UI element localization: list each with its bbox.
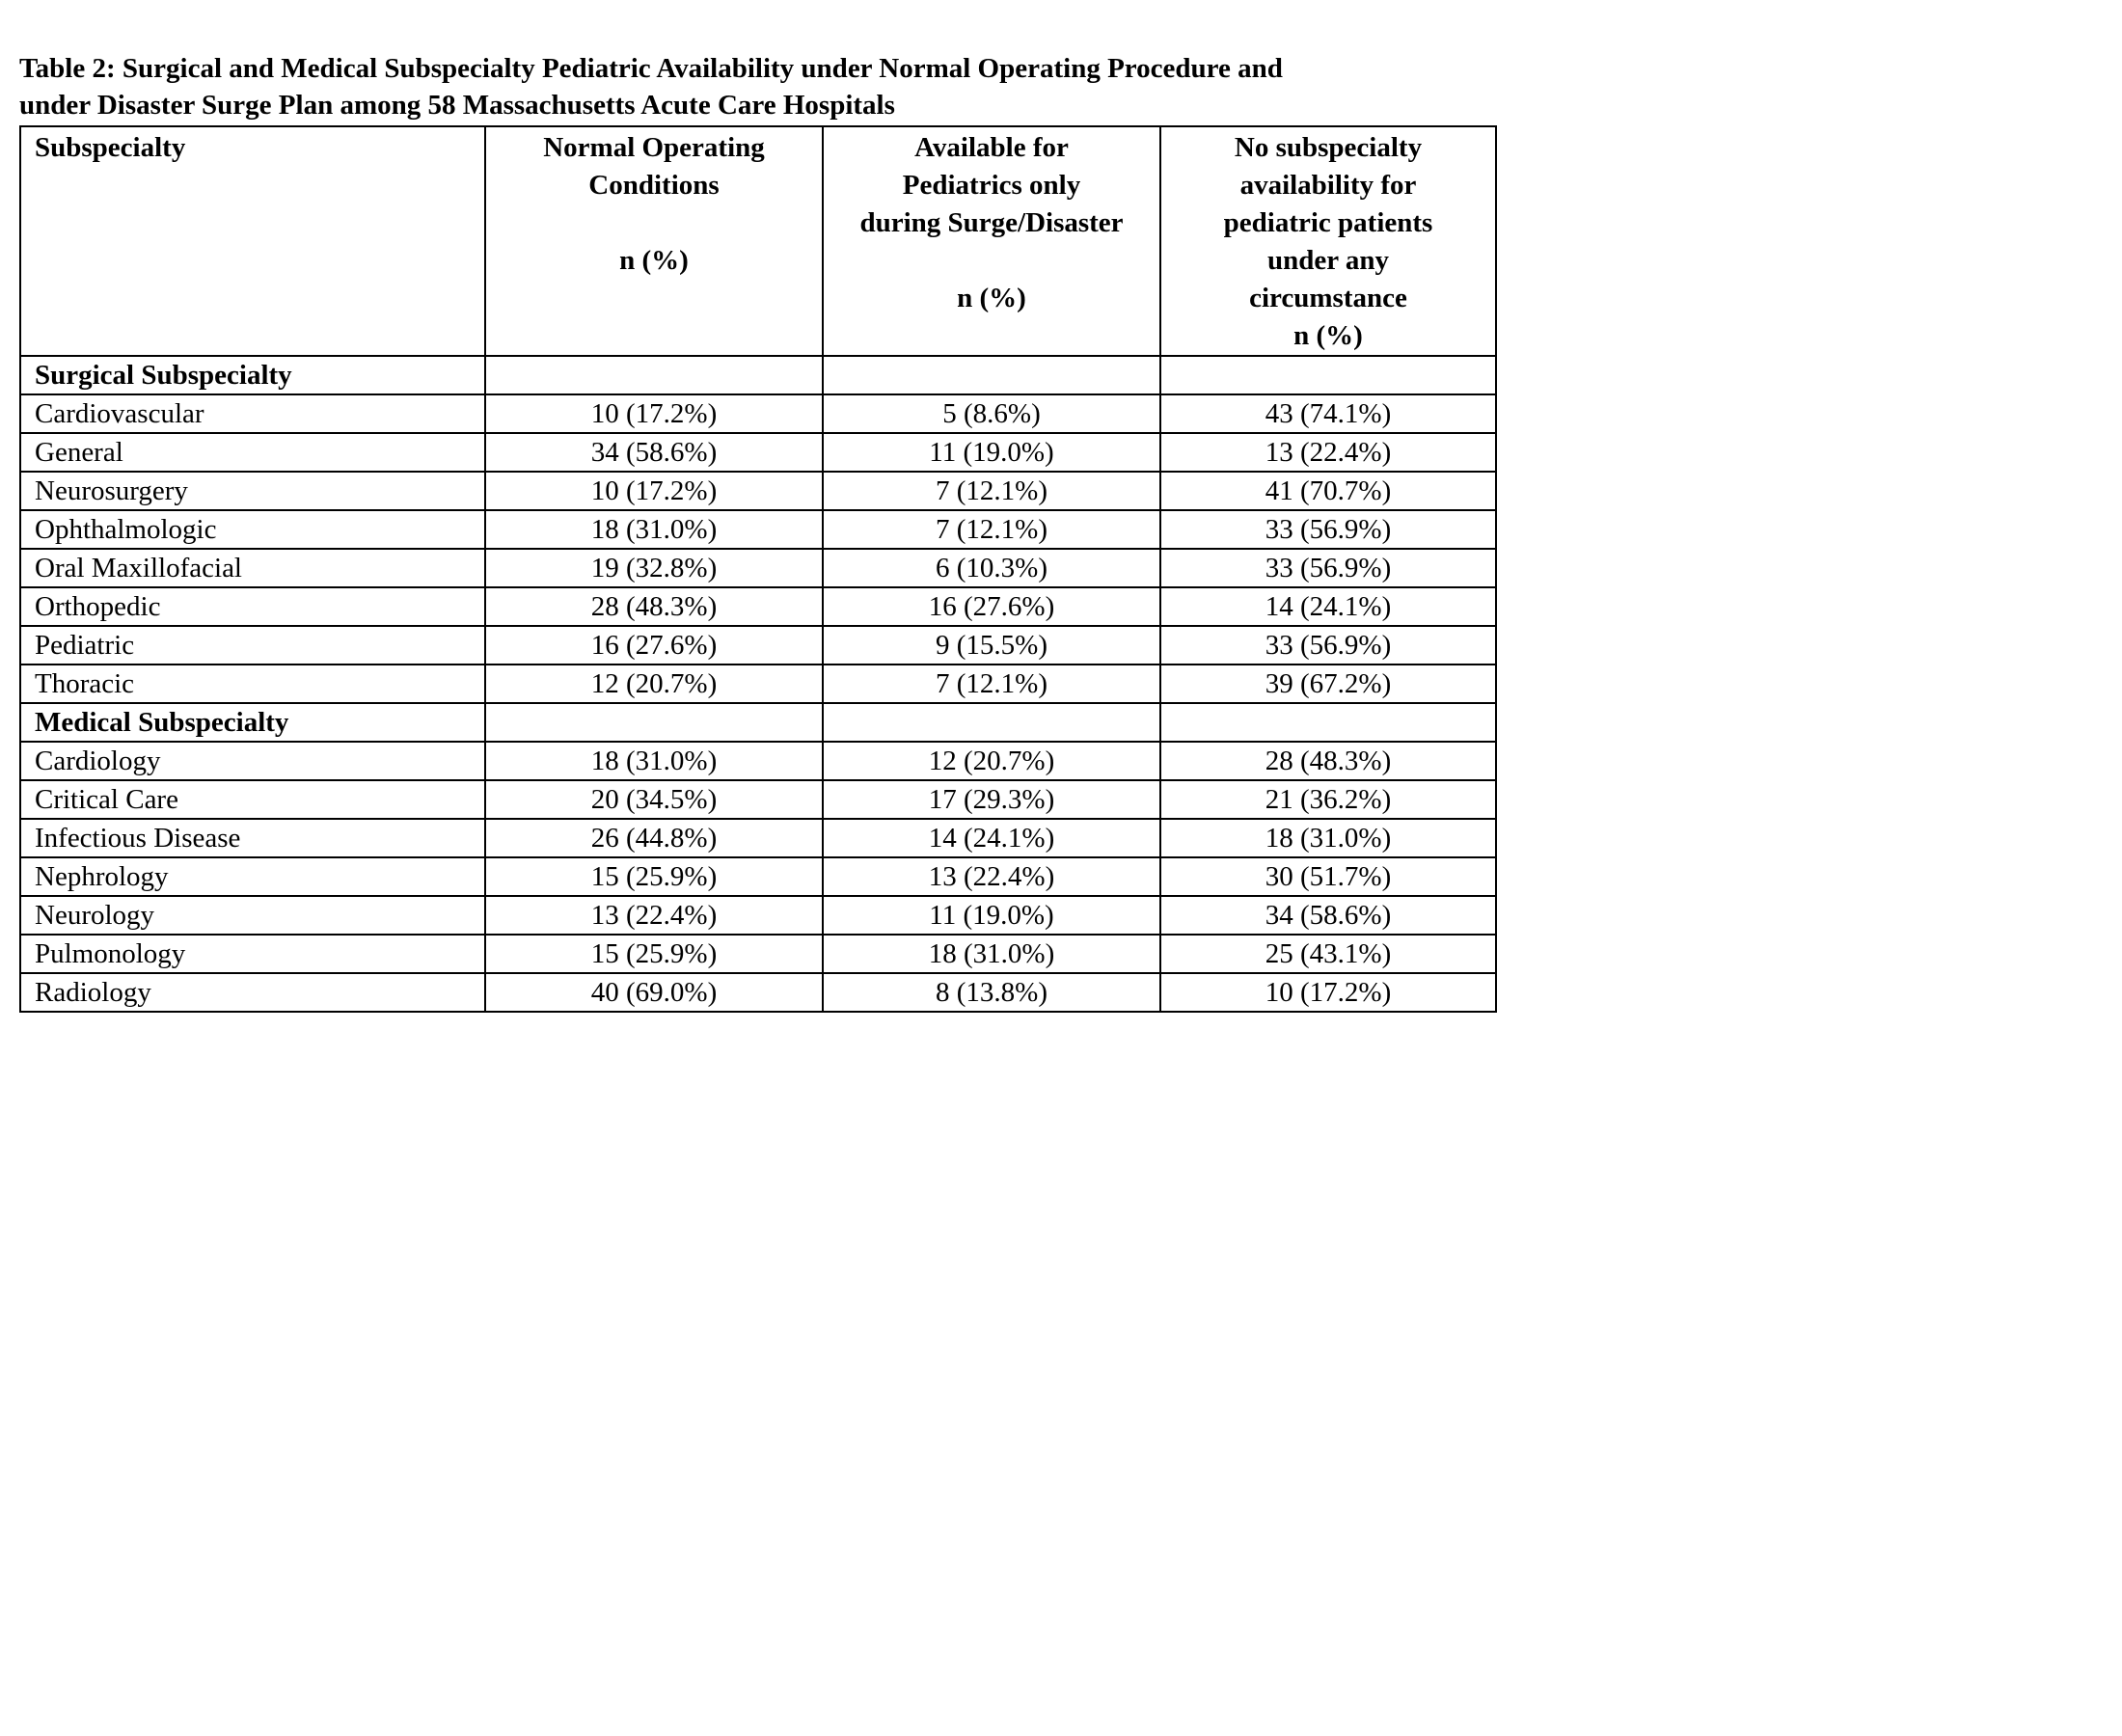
subspecialty-cell: Neurology <box>20 896 485 935</box>
normal-operating-cell: 18 (31.0%) <box>485 510 823 549</box>
subspecialty-cell: Neurosurgery <box>20 472 485 510</box>
surge-only-cell: 5 (8.6%) <box>823 394 1160 433</box>
normal-operating-cell: 19 (32.8%) <box>485 549 823 587</box>
surge-only-cell: 17 (29.3%) <box>823 780 1160 819</box>
table-row <box>20 896 1496 935</box>
empty-cell <box>823 703 1160 742</box>
surge-only-cell: 14 (24.1%) <box>823 819 1160 857</box>
no-availability-cell: 25 (43.1%) <box>1160 935 1496 973</box>
table-row <box>20 394 1496 433</box>
subspecialty-cell: Infectious Disease <box>20 819 485 857</box>
normal-operating-cell: 26 (44.8%) <box>485 819 823 857</box>
no-availability-cell: 33 (56.9%) <box>1160 549 1496 587</box>
subspecialty-cell: Nephrology <box>20 857 485 896</box>
table-row <box>20 819 1496 857</box>
no-availability-cell: 39 (67.2%) <box>1160 665 1496 703</box>
table-row <box>20 433 1496 472</box>
empty-cell <box>1160 356 1496 394</box>
header-subspecialty: Subspecialty <box>20 126 485 356</box>
subspecialty-cell: Critical Care <box>20 780 485 819</box>
surge-only-cell: 7 (12.1%) <box>823 510 1160 549</box>
table-row <box>20 665 1496 703</box>
no-availability-cell: 33 (56.9%) <box>1160 626 1496 665</box>
surge-only-cell: 8 (13.8%) <box>823 973 1160 1012</box>
section-title: Surgical Subspecialty <box>20 356 485 394</box>
empty-cell <box>1160 703 1496 742</box>
surge-only-cell: 6 (10.3%) <box>823 549 1160 587</box>
no-availability-cell: 18 (31.0%) <box>1160 819 1496 857</box>
header-no-availability: No subspecialty availability for pediatric patients under any circumstance n (%) <box>1160 126 1496 356</box>
table-row <box>20 857 1496 896</box>
surge-only-cell: 11 (19.0%) <box>823 896 1160 935</box>
table-row <box>20 973 1496 1012</box>
empty-cell <box>485 356 823 394</box>
section-header-row <box>20 703 1496 742</box>
table-row <box>20 742 1496 780</box>
empty-cell <box>823 356 1160 394</box>
normal-operating-cell: 10 (17.2%) <box>485 394 823 433</box>
normal-operating-cell: 18 (31.0%) <box>485 742 823 780</box>
table-caption <box>19 50 1495 123</box>
table-row <box>20 780 1496 819</box>
no-availability-cell: 28 (48.3%) <box>1160 742 1496 780</box>
normal-operating-cell: 12 (20.7%) <box>485 665 823 703</box>
subspecialty-cell: Radiology <box>20 973 485 1012</box>
surge-only-cell: 16 (27.6%) <box>823 587 1160 626</box>
subspecialty-cell: Cardiovascular <box>20 394 485 433</box>
surge-only-cell: 12 (20.7%) <box>823 742 1160 780</box>
normal-operating-cell: 16 (27.6%) <box>485 626 823 665</box>
header-normal-operating: Normal Operating Conditions n (%) <box>485 126 823 356</box>
table-row <box>20 587 1496 626</box>
no-availability-cell: 21 (36.2%) <box>1160 780 1496 819</box>
table-body <box>20 356 1496 1012</box>
table-row <box>20 626 1496 665</box>
no-availability-cell: 30 (51.7%) <box>1160 857 1496 896</box>
empty-cell <box>485 703 823 742</box>
normal-operating-cell: 15 (25.9%) <box>485 857 823 896</box>
normal-operating-cell: 10 (17.2%) <box>485 472 823 510</box>
subspecialty-cell: Oral Maxillofacial <box>20 549 485 587</box>
no-availability-cell: 41 (70.7%) <box>1160 472 1496 510</box>
section-title: Medical Subspecialty <box>20 703 485 742</box>
normal-operating-cell: 15 (25.9%) <box>485 935 823 973</box>
normal-operating-cell: 34 (58.6%) <box>485 433 823 472</box>
no-availability-cell: 13 (22.4%) <box>1160 433 1496 472</box>
subspecialty-cell: Thoracic <box>20 665 485 703</box>
subspecialty-cell: Orthopedic <box>20 587 485 626</box>
subspecialty-cell: General <box>20 433 485 472</box>
subspecialty-cell: Pulmonology <box>20 935 485 973</box>
section-header-row <box>20 356 1496 394</box>
normal-operating-cell: 40 (69.0%) <box>485 973 823 1012</box>
subspecialty-cell: Pediatric <box>20 626 485 665</box>
normal-operating-cell: 28 (48.3%) <box>485 587 823 626</box>
document-page <box>19 50 1495 1013</box>
no-availability-cell: 10 (17.2%) <box>1160 973 1496 1012</box>
no-availability-cell: 14 (24.1%) <box>1160 587 1496 626</box>
surge-only-cell: 9 (15.5%) <box>823 626 1160 665</box>
no-availability-cell: 43 (74.1%) <box>1160 394 1496 433</box>
surge-only-cell: 18 (31.0%) <box>823 935 1160 973</box>
subspecialty-cell: Cardiology <box>20 742 485 780</box>
surge-only-cell: 13 (22.4%) <box>823 857 1160 896</box>
normal-operating-cell: 20 (34.5%) <box>485 780 823 819</box>
subspecialty-cell: Ophthalmologic <box>20 510 485 549</box>
normal-operating-cell: 13 (22.4%) <box>485 896 823 935</box>
surge-only-cell: 11 (19.0%) <box>823 433 1160 472</box>
surge-only-cell: 7 (12.1%) <box>823 665 1160 703</box>
table-header-row <box>20 126 1496 356</box>
no-availability-cell: 33 (56.9%) <box>1160 510 1496 549</box>
table-row <box>20 935 1496 973</box>
caption-line-1: Table 2: Surgical and Medical Subspecialty Pediatric Availability under Normal Operating Procedure and <box>19 53 1283 84</box>
availability-table <box>19 125 1497 1013</box>
table-row <box>20 472 1496 510</box>
caption-line-2: under Disaster Surge Plan among 58 Massachusetts Acute Care Hospitals <box>19 90 895 121</box>
table-row <box>20 510 1496 549</box>
header-surge-only: Available for Pediatrics only during Surge/Disaster n (%) <box>823 126 1160 356</box>
table-row <box>20 549 1496 587</box>
surge-only-cell: 7 (12.1%) <box>823 472 1160 510</box>
no-availability-cell: 34 (58.6%) <box>1160 896 1496 935</box>
